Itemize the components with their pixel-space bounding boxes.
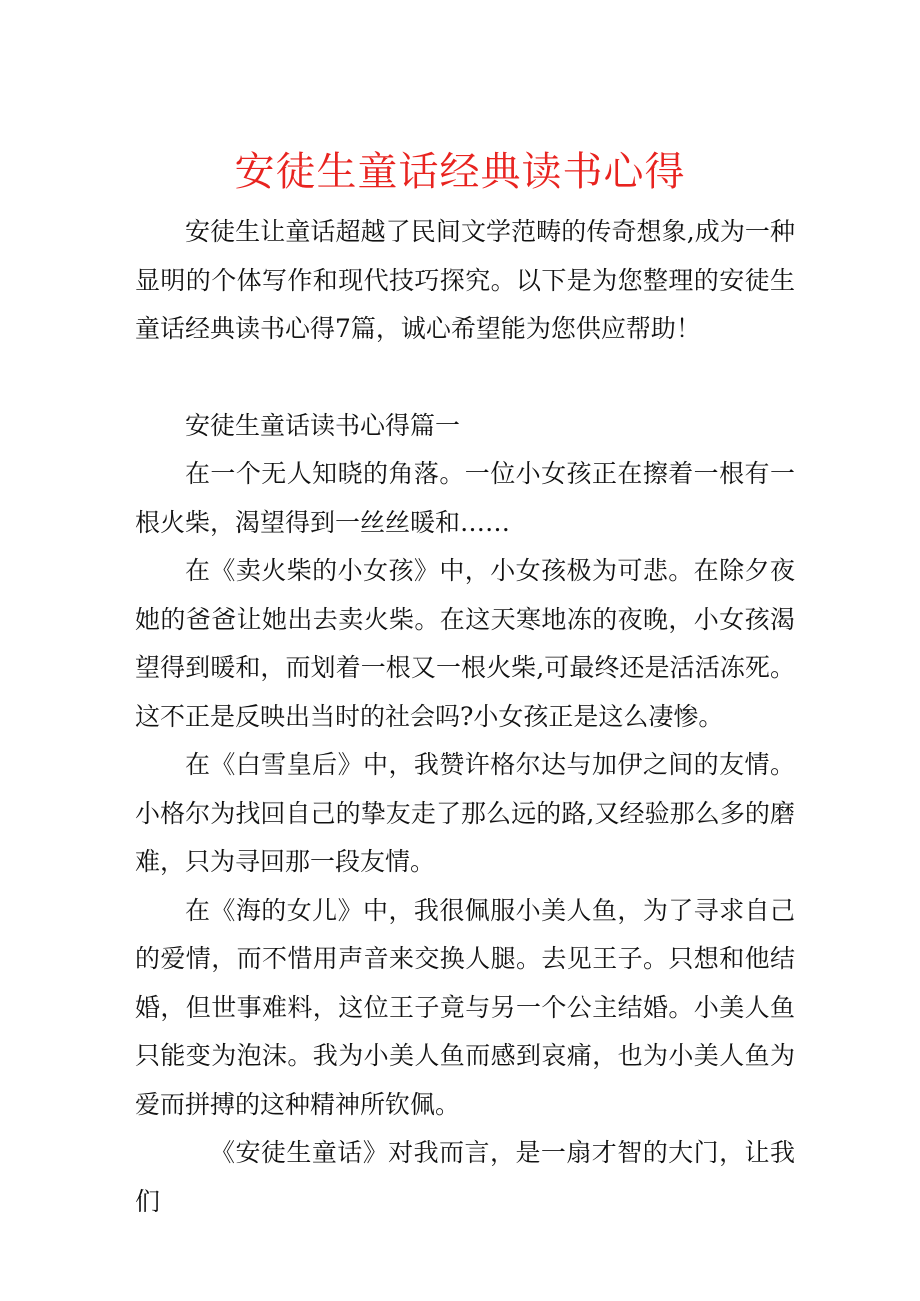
document-title: 安徒生童话经典读书心得 — [234, 149, 686, 195]
intro-paragraph: 安徒生让童话超越了民间文学范畴的传奇想象,成为一种显明的个体写作和现代技巧探究。以下是为您整理的安徒生童话经典读书心得7篇，诚心希望能为您供应帮助！ — [135, 217, 795, 343]
paragraph-3: 在《白雪皇后》中，我赞许格尔达与加伊之间的友情。小格尔为找回自己的挚友走了那么远的路,又经验那么多的磨难，只为寻回那一段友情。 — [135, 750, 795, 876]
section-heading: 安徒生童话读书心得篇一 — [185, 410, 461, 440]
paragraph-spacer — [135, 354, 795, 402]
document-body — [135, 208, 795, 1226]
paragraph-2: 在《卖火柴的小女孩》中，小女孩极为可悲。在除夕夜她的爸爸让她出去卖火柴。在这天寒地冻的夜晚，小女孩渴望得到暖和，而划着一根又一根火柴,可最终还是活活冻死。这不正是反映出当时的社会吗?小女孩正是这么凄惨。 — [135, 556, 795, 731]
paragraph-5: 《安徒生童话》对我而言，是一扇才智的大门，让我们 — [135, 1138, 795, 1216]
paragraph-1: 在一个无人知晓的角落。一位小女孩正在擦着一根有一根火柴，渴望得到一丝丝暖和…… — [135, 459, 795, 537]
paragraph-4: 在《海的女儿》中，我很佩服小美人鱼，为了寻求自己的爱情，而不惜用声音来交换人腿。去见王子。只想和他结婚，但世事难料，这位王子竟与另一个公主结婚。小美人鱼只能变为泡沫。我为小美人鱼而感到哀痛，也为小美人鱼为爱而拼搏的这种精神所钦佩。 — [135, 895, 795, 1119]
